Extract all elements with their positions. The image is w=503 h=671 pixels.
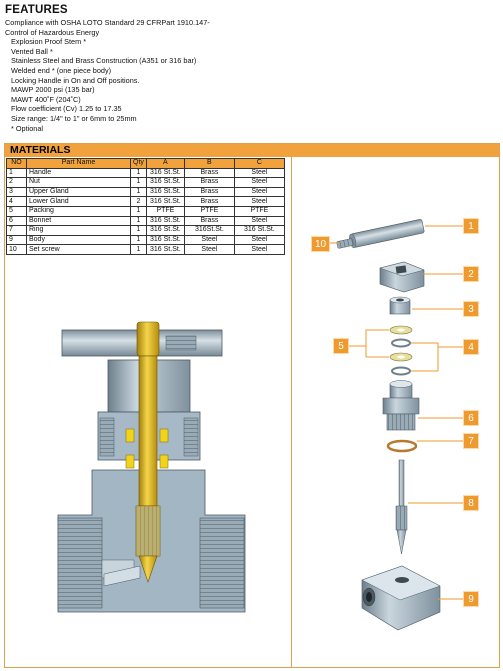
cell-b: Steel [184, 235, 234, 245]
cell-no: 10 [7, 245, 27, 255]
cell-a: 316 St.St. [146, 197, 184, 207]
cell-qty: 1 [131, 206, 147, 216]
cell-qty: 1 [131, 226, 147, 236]
cell-b: PTFE [184, 206, 234, 216]
cell-part-name: Lower Gland [27, 197, 131, 207]
callout-label-4: 4 [463, 339, 479, 355]
cell-c: PTFE [234, 206, 284, 216]
part-stem [396, 460, 407, 554]
cell-a: 316 St.St. [146, 178, 184, 188]
cell-b: Brass [184, 187, 234, 197]
cell-no: 2 [7, 178, 27, 188]
feature-line: Compliance with OSHA LOTO Standard 29 CFRPart 1910.147- [5, 18, 210, 27]
handle-thread [166, 336, 196, 350]
cell-c: Steel [234, 245, 284, 255]
feature-line: Vented Ball * [11, 46, 53, 56]
cell-no: 1 [7, 168, 27, 178]
feature-line: MAWT 400˚F (204˚C) [11, 94, 81, 104]
cell-part-name: Handle [27, 168, 131, 178]
stem-top [137, 322, 159, 356]
packing-left-lower [126, 455, 134, 468]
cell-qty: 1 [131, 187, 147, 197]
part-lower-gland-ring [392, 340, 410, 347]
cell-a: 316 St.St. [146, 235, 184, 245]
cell-qty: 1 [131, 235, 147, 245]
callout-label-2: 2 [463, 266, 479, 282]
col-header-b: B [184, 159, 234, 169]
feature-line: Locking Handle in On and Off positions. [11, 75, 140, 85]
part-body [362, 566, 440, 630]
cell-qty: 1 [131, 216, 147, 226]
part-nut [380, 262, 424, 292]
cell-c: Steel [234, 178, 284, 188]
packing-left [126, 429, 134, 442]
cell-part-name: Set screw [27, 245, 131, 255]
part-bonnet [383, 381, 419, 431]
packing-right [160, 429, 168, 442]
callout-label-9: 9 [463, 591, 479, 607]
cell-a: 316 St.St. [146, 216, 184, 226]
stem-shaft [139, 356, 157, 506]
callout-label-8: 8 [463, 495, 479, 511]
features-title: FEATURES [5, 4, 68, 16]
cell-b: Brass [184, 197, 234, 207]
cell-part-name: Nut [27, 178, 131, 188]
part-handle [348, 219, 424, 248]
feature-line: Explosion Proof Stem * [11, 37, 87, 47]
feature-line: * Optional [11, 123, 44, 133]
cell-part-name: Bonnet [27, 216, 131, 226]
cell-qty: 2 [131, 197, 147, 207]
cell-qty: 1 [131, 168, 147, 178]
cell-no: 7 [7, 226, 27, 236]
callout-label-10: 10 [311, 236, 330, 252]
feature-line: MAWP 2000 psi (135 bar) [11, 85, 95, 95]
cell-part-name: Upper Gland [27, 187, 131, 197]
part-upper-gland [390, 297, 410, 314]
feature-line: Welded end * (one piece body) [11, 65, 112, 75]
outlet-port-thread [200, 518, 244, 608]
bonnet-thread-right [184, 418, 198, 456]
cell-b: Brass [184, 178, 234, 188]
cell-qty: 1 [131, 178, 147, 188]
cell-qty: 1 [131, 245, 147, 255]
col-header-qty: Qty [131, 159, 147, 169]
col-header-part-name: Part Name [27, 159, 131, 169]
cell-c: Steel [234, 187, 284, 197]
feature-line: Stainless Steel and Brass Construction (A351 or 316 bar) [11, 56, 197, 66]
materials-title: MATERIALS [10, 144, 71, 156]
cell-a: 316 St.St. [146, 226, 184, 236]
cell-a: PTFE [146, 206, 184, 216]
cell-no: 9 [7, 235, 27, 245]
cell-no: 3 [7, 187, 27, 197]
cell-c: Steel [234, 216, 284, 226]
part-ring [388, 441, 416, 451]
cell-b: Steel [184, 245, 234, 255]
cell-b: Brass [184, 216, 234, 226]
callout-label-7: 7 [463, 433, 479, 449]
callout-label-3: 3 [463, 301, 479, 317]
valve-cross-section [58, 322, 245, 612]
cell-c: Steel [234, 168, 284, 178]
packing-right-lower [160, 455, 168, 468]
cell-a: 316 St.St. [146, 187, 184, 197]
cell-no: 4 [7, 197, 27, 207]
exploded-view [337, 219, 440, 630]
cell-c: Steel [234, 197, 284, 207]
cell-b: Brass [184, 168, 234, 178]
cell-no: 6 [7, 216, 27, 226]
cell-no: 5 [7, 206, 27, 216]
col-header-no: NO [7, 159, 27, 169]
cell-part-name: Body [27, 235, 131, 245]
feature-line: Control of Hazardous Energy [5, 27, 100, 37]
cell-a: 316 St.St. [146, 245, 184, 255]
feature-line: Size range: 1/4" to 1" or 6mm to 25mm [11, 113, 137, 123]
cell-c: Steel [234, 235, 284, 245]
col-header-c: C [234, 159, 284, 169]
inlet-port-thread [58, 518, 102, 608]
cell-part-name: Packing [27, 206, 131, 216]
callout-label-6: 6 [463, 410, 479, 426]
feature-line: Flow coefficient (Cv) 1.25 to 17.35 [11, 104, 122, 114]
part-lower-gland-ring [392, 368, 410, 375]
callout-label-5: 5 [333, 338, 349, 354]
cell-part-name: Ring [27, 226, 131, 236]
cell-c: 316 St.St. [234, 226, 284, 236]
cell-a: 316 St.St. [146, 168, 184, 178]
bonnet-thread-left [100, 418, 114, 456]
callout-label-1: 1 [463, 218, 479, 234]
cell-b: 316St.St. [184, 226, 234, 236]
col-header-a: A [146, 159, 184, 169]
